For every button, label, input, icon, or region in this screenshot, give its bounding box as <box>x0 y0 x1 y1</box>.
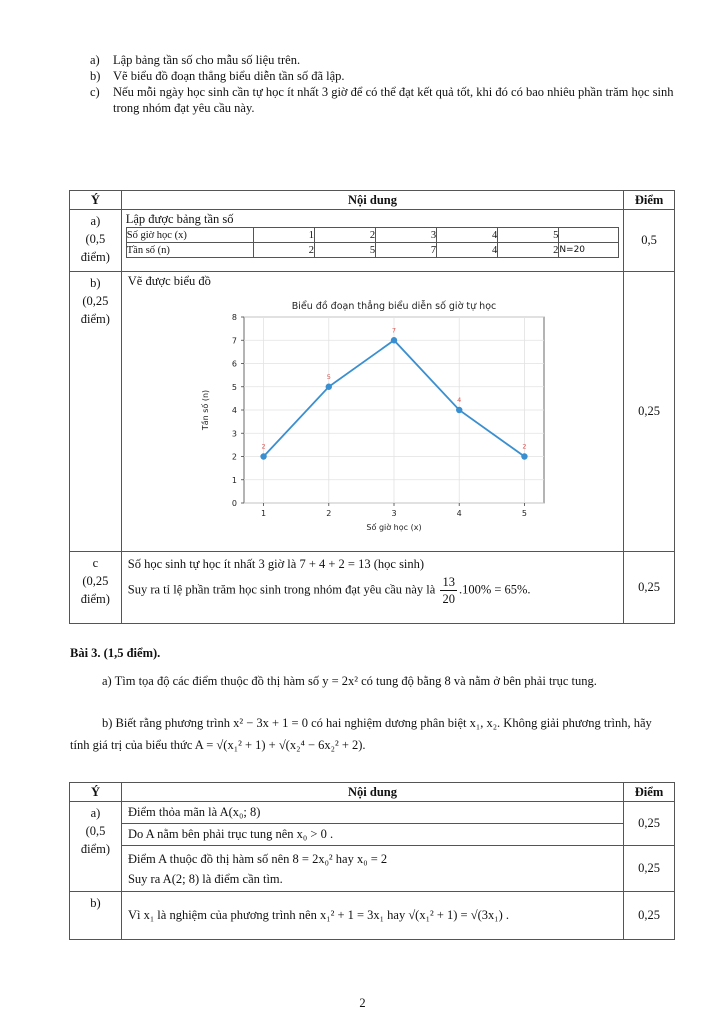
fraction <box>440 574 457 607</box>
header-score: Điểm <box>624 191 675 210</box>
data-label: 2 <box>522 442 527 451</box>
line2-prefix: Suy ra tỉ lệ phần trăm học sinh trong nhóm đạt yêu cầu này là <box>127 582 436 597</box>
row-a2-content: Do A nằm bên phải trục tung nên x₀ > 0 . <box>121 824 623 846</box>
freq-cell: 2 <box>253 243 314 258</box>
y-tick-label: 2 <box>231 452 237 462</box>
data-point <box>391 337 397 343</box>
freq-extra <box>559 228 619 243</box>
y-tick-label: 1 <box>231 475 237 485</box>
y-tick-label: 3 <box>231 429 237 439</box>
row-b-title: Vẽ được biểu đồ <box>127 274 211 288</box>
bai3-part-a: a) Tìm tọa độ các điểm thuộc đồ thị hàm số y = 2x² có tung độ bằng 8 và nằm ở bên phải trục tung. <box>102 674 597 688</box>
row-b-score: 0,25 <box>624 272 675 552</box>
answer-table-1 <box>69 190 675 624</box>
answer-table-2 <box>69 782 675 940</box>
data-point <box>325 384 331 390</box>
data-label: 4 <box>456 396 462 404</box>
item-text: Lập bảng tần số cho mẫu số liệu trên. <box>113 53 301 67</box>
y-tick-label: 4 <box>231 406 237 415</box>
freq-cell: 2 <box>498 243 559 258</box>
freq-row-n <box>126 243 618 258</box>
data-label: 2 <box>261 442 266 451</box>
row-a-label: a) (0,5 điểm) <box>70 802 122 892</box>
freq-cell: 3 <box>376 228 437 243</box>
freq-cell: 7 <box>376 243 437 258</box>
x-tick-label: 4 <box>456 509 462 518</box>
intro-item-c <box>90 84 690 116</box>
freq-cell: 5 <box>498 228 559 243</box>
data-label: 5 <box>326 372 331 381</box>
freq-cell: 2 <box>315 228 376 243</box>
fraction-numerator: 13 <box>442 575 455 589</box>
chart-title: Biểu đồ đoạn thẳng biểu diễn số giờ tự học <box>291 301 496 312</box>
row-c-score: 0,25 <box>624 552 675 624</box>
y-axis-label: Tần số (n) <box>200 389 210 431</box>
freq-cell: 4 <box>437 243 498 258</box>
freq-row-name: Số giờ học (x) <box>126 228 253 243</box>
freq-cell: 5 <box>315 243 376 258</box>
header-y: Ý <box>70 783 122 802</box>
x-tick-label: 3 <box>391 509 397 518</box>
y-tick-label: 7 <box>231 336 237 346</box>
intro-item-b <box>90 68 690 84</box>
bai3-part-b: b) Biết rằng phương trình x² − 3x + 1 = 0 có hai nghiệm dương phân biệt x₁, x₂. Không giải phương trình, hãy tính giá trị của biểu thức A = √(x₁² + 1) + √(x₂⁴ − 6x₂² + 2). <box>70 716 652 752</box>
intro-list <box>90 52 690 116</box>
row-b-content: Vì x₁ là nghiệm của phương trình nên x₁² + 1 = 3x₁ hay √(x₁² + 1) = √(3x₁) . <box>121 892 623 940</box>
header-score: Điểm <box>624 783 675 802</box>
row-c-content <box>121 552 623 624</box>
item-label: b) <box>90 69 101 83</box>
row-a3-content <box>121 846 623 892</box>
frequency-table <box>126 227 619 258</box>
line2-suffix: .100% = 65%. <box>458 582 531 597</box>
row-b-label: b) (0,25 điểm) <box>70 272 122 552</box>
row-a-score: 0,5 <box>624 210 675 272</box>
x-tick-label: 1 <box>260 509 266 518</box>
x-tick-label: 5 <box>521 509 527 518</box>
row-a1-content: Điểm thỏa mãn là A(x₀; 8) <box>121 802 623 824</box>
row-b-content <box>121 272 623 552</box>
row-a-label: a) (0,5 điểm) <box>70 210 122 272</box>
data-label: 7 <box>391 326 396 335</box>
freq-cell: 4 <box>437 228 498 243</box>
row-a1-score: 0,25 <box>624 802 675 846</box>
header-content: Nội dung <box>121 191 623 210</box>
intro-item-a <box>90 52 690 68</box>
freq-row-x <box>126 228 618 243</box>
row-a-content <box>121 210 623 272</box>
y-tick-label: 6 <box>231 359 237 369</box>
x-axis-label: Số giờ học (x) <box>366 523 422 532</box>
page-number: 2 <box>359 996 366 1010</box>
line-chart <box>194 291 574 541</box>
header-y: Ý <box>70 191 122 210</box>
row-a3-line: Điểm A thuộc đồ thị hàm số nên 8 = 2x₀² hay x₀ = 2 <box>127 851 388 866</box>
y-tick-label: 5 <box>231 382 237 392</box>
x-tick-label: 2 <box>325 509 332 518</box>
item-label: c) <box>90 85 100 99</box>
item-label: a) <box>90 53 100 67</box>
row-a-title: Lập được bảng tần số <box>125 212 234 226</box>
data-point <box>456 407 462 413</box>
item-text: Nếu mỗi ngày học sinh cần tự học ít nhất 3 giờ để có thể đạt kết quả tốt, khi đó có bao nhiêu phần trăm học sinh trong nhóm đạt yêu cầu này. <box>113 85 674 115</box>
freq-cell: 1 <box>253 228 314 243</box>
data-point <box>521 453 527 459</box>
fraction-denominator: 20 <box>442 592 455 606</box>
item-text: Vẽ biểu đồ đoạn thẳng biểu diễn tần số đã lập. <box>113 69 345 83</box>
row-c-line2 <box>128 574 617 607</box>
row-c-line1: Số học sinh tự học ít nhất 3 giờ là 7 + 4 + 2 = 13 (học sinh) <box>127 557 425 571</box>
row-c-label: c (0,25 điểm) <box>70 552 122 624</box>
freq-total: N=20 <box>559 243 619 258</box>
row-a3-score: 0,25 <box>624 846 675 892</box>
section-title: Bài 3. (1,5 điểm). <box>70 646 161 660</box>
header-content: Nội dung <box>121 783 623 802</box>
row-b-score: 0,25 <box>624 892 675 940</box>
row-a4-line: Suy ra A(2; 8) là điểm cần tìm. <box>127 871 283 886</box>
data-point <box>260 453 266 459</box>
freq-row-name: Tần số (n) <box>126 243 253 258</box>
y-tick-label: 8 <box>231 313 237 322</box>
y-tick-label: 0 <box>231 499 237 508</box>
row-b-label: b) <box>70 892 122 940</box>
